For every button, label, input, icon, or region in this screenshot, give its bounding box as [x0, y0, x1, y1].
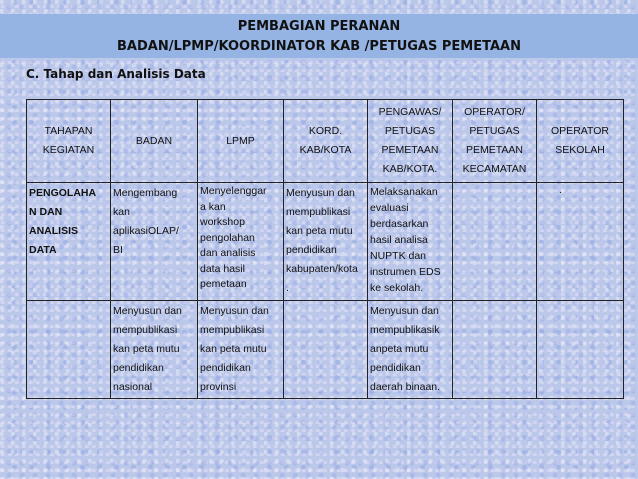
table-cell: Menyusun dan mempublikasi kan peta mutu pendidikan nasional: [111, 301, 198, 399]
table-row: [27, 301, 624, 399]
header-tahapan: TAHAPAN KEGIATAN: [27, 100, 111, 183]
table-cell: Menyelenggar a kan workshop pengolahan dan analisis data hasil pemetaan: [198, 183, 284, 301]
header-badan: BADAN: [111, 100, 198, 183]
roles-table: [26, 99, 624, 399]
title-line-1: PEMBAGIAN PERANAN: [237, 19, 401, 34]
section-title: C. Tahap dan Analisis Data: [26, 67, 206, 81]
table-cell: Melaksanakan evaluasi berdasarkan hasil analisa NUPTK dan instrumen EDS ke sekolah.: [368, 183, 453, 301]
header-operator-sekolah: OPERATOR SEKOLAH: [537, 100, 624, 183]
header-pengawas: PENGAWAS/ PETUGAS PEMETAAN KAB/KOTA.: [368, 100, 453, 183]
header-row: [27, 100, 624, 183]
table-cell: [453, 183, 537, 301]
table-cell: [27, 301, 111, 399]
table-cell: PENGOLAHA N DAN ANALISIS DATA: [27, 183, 111, 301]
table-cell: Menyusun dan mempublikasik anpeta mutu pendidikan daerah binaan.: [368, 301, 453, 399]
table-cell: [284, 301, 368, 399]
header-operator-kecamatan: OPERATOR/ PETUGAS PEMETAAN KECAMATAN: [453, 100, 537, 183]
title-banner: [0, 14, 638, 58]
table-cell: [453, 301, 537, 399]
header-kord: KORD. KAB/KOTA: [284, 100, 368, 183]
table-row: [27, 183, 624, 301]
table-cell: .: [537, 183, 624, 301]
table-cell: Menyusun dan mempublikasi kan peta mutu pendidikan provinsi: [198, 301, 284, 399]
table-cell: Menyusun dan mempublikasi kan peta mutu pendidikan kabupaten/kota .: [284, 183, 368, 301]
title-line-2: BADAN/LPMP/KOORDINATOR KAB /PETUGAS PEMETAAN: [117, 39, 521, 54]
table-cell: Mengembang kan aplikasiOLAP/ BI: [111, 183, 198, 301]
table-cell: [537, 301, 624, 399]
header-lpmp: LPMP: [198, 100, 284, 183]
